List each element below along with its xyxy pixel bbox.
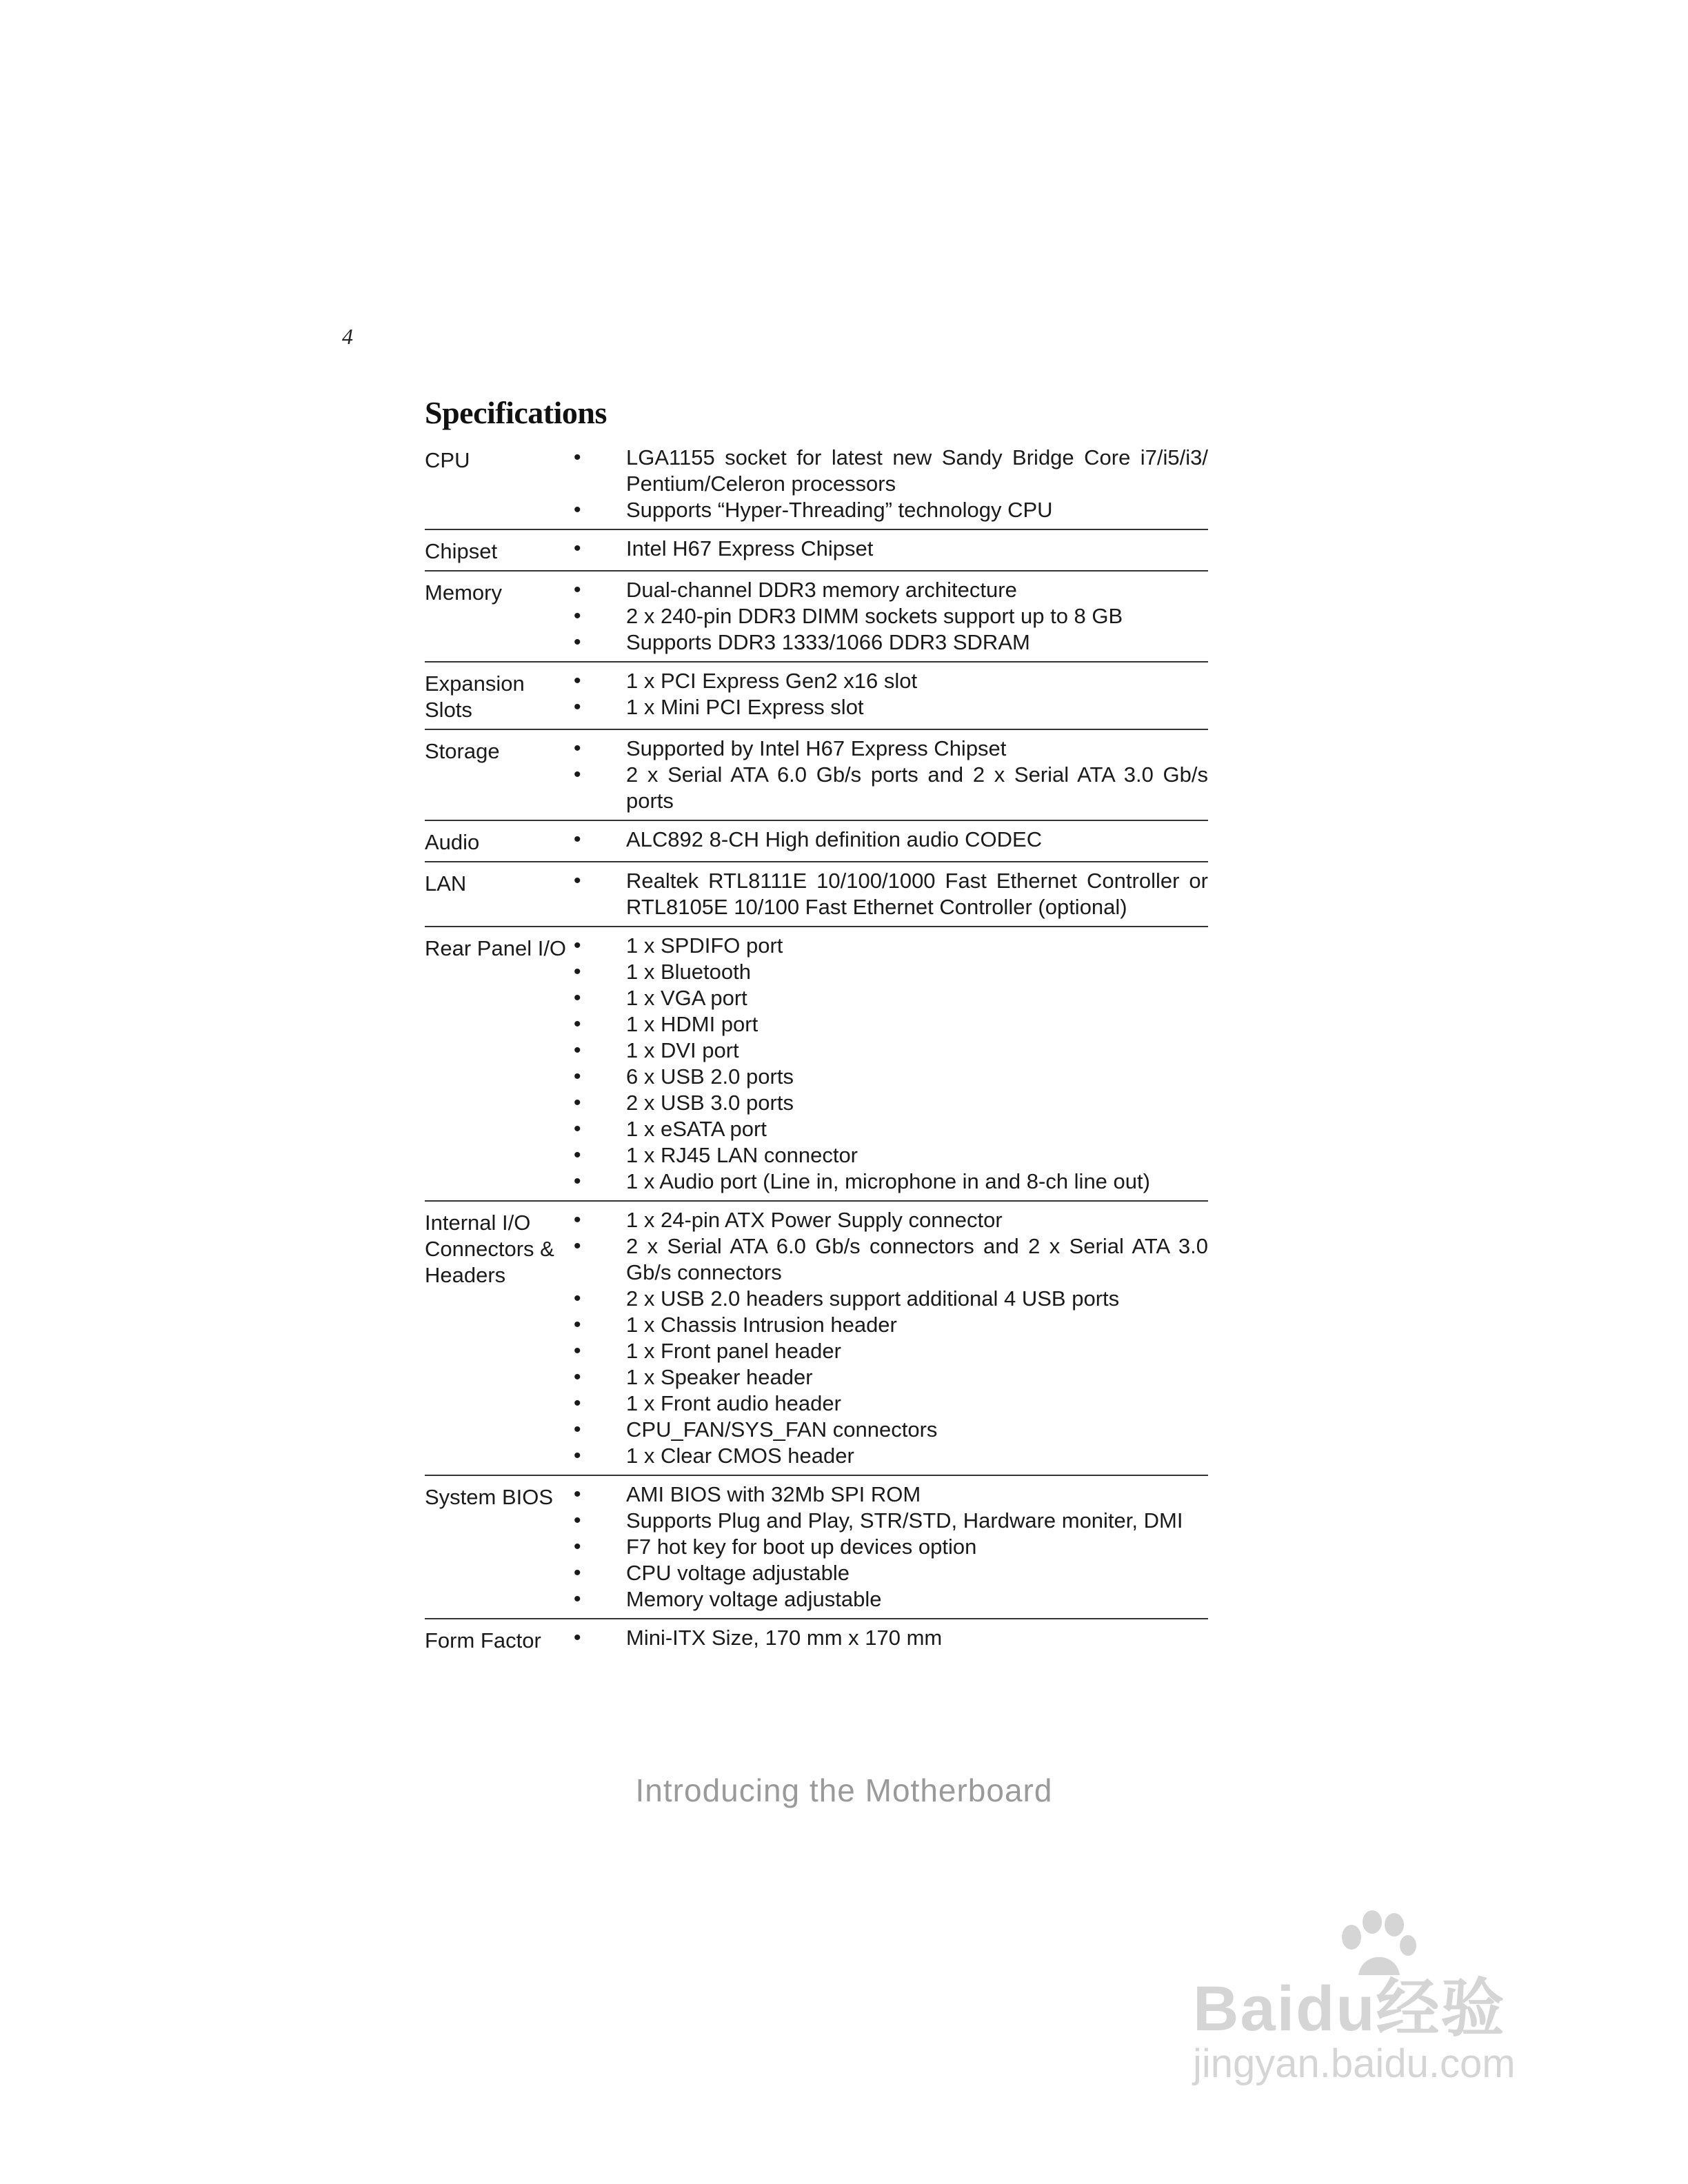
specifications-section [425, 394, 1208, 1659]
spec-item-text: 1 x eSATA port [626, 1117, 767, 1141]
spec-item-text: 2 x USB 2.0 headers support additional 4 USB ports [626, 1286, 1120, 1311]
spec-item [574, 497, 1208, 523]
bullet-icon: • [574, 669, 581, 692]
spec-item [574, 694, 1208, 720]
spec-label: Memory [425, 580, 502, 605]
spec-item [574, 1169, 1208, 1195]
spec-item-text: 1 x Mini PCI Express slot [626, 695, 864, 719]
spec-item [574, 736, 1208, 762]
bullet-icon: • [574, 605, 581, 627]
spec-item-text: 1 x Bluetooth [626, 960, 751, 984]
spec-label: Audio [425, 830, 480, 854]
bullet-icon: • [574, 1392, 581, 1415]
spec-items [574, 577, 1208, 656]
spec-item-text: ALC892 8-CH High definition audio CODEC [626, 827, 1043, 851]
page-number: 4 [342, 324, 353, 349]
spec-item [574, 603, 1208, 629]
bullet-icon: • [574, 737, 581, 760]
spec-row [425, 730, 1208, 821]
spec-item-text: 1 x 24-pin ATX Power Supply connector [626, 1208, 1003, 1232]
bullet-icon: • [574, 1065, 581, 1088]
spec-item-text: 6 x USB 2.0 ports [626, 1064, 794, 1089]
spec-item [574, 762, 1208, 814]
spec-label: Storage [425, 739, 500, 763]
spec-row [425, 663, 1208, 730]
spec-items [574, 736, 1208, 814]
spec-item [574, 868, 1208, 920]
spec-item-text: Intel H67 Express Chipset [626, 536, 874, 560]
spec-item-text: 1 x Front audio header [626, 1391, 841, 1415]
spec-item-text: Memory voltage adjustable [626, 1587, 882, 1611]
spec-item [574, 1391, 1208, 1417]
spec-item-text: 1 x RJ45 LAN connector [626, 1143, 858, 1167]
bullet-icon: • [574, 1509, 581, 1532]
spec-label: Chipset [425, 539, 498, 563]
spec-item [574, 577, 1208, 603]
bullet-icon: • [574, 1039, 581, 1062]
spec-item [574, 1011, 1208, 1038]
spec-item-text: 1 x Chassis Intrusion header [626, 1313, 897, 1337]
section-footer: Introducing the Motherboard [635, 1772, 1053, 1808]
baidu-watermark [1186, 1910, 1586, 2110]
spec-item [574, 1233, 1208, 1286]
spec-item-text: 2 x USB 3.0 ports [626, 1091, 794, 1115]
spec-item-text: 1 x Front panel header [626, 1339, 841, 1363]
spec-item-text: Supports DDR3 1333/1066 DDR3 SDRAM [626, 630, 1030, 654]
bullet-icon: • [574, 578, 581, 601]
spec-item [574, 536, 1208, 562]
spec-item-text: AMI BIOS with 32Mb SPI ROM [626, 1482, 921, 1506]
spec-item [574, 1338, 1208, 1364]
bullet-icon: • [574, 960, 581, 983]
spec-items [574, 445, 1208, 523]
spec-item [574, 1286, 1208, 1312]
bullet-icon: • [574, 446, 581, 469]
spec-item [574, 668, 1208, 694]
watermark-brand: Baidu经验 [1193, 1974, 1506, 2044]
spec-row [425, 862, 1208, 927]
spec-row [425, 1476, 1208, 1619]
spec-item-text: 1 x DVI port [626, 1038, 739, 1062]
spec-item [574, 1586, 1208, 1612]
spec-item [574, 1312, 1208, 1338]
bullet-icon: • [574, 1287, 581, 1310]
spec-item-text: Supports Plug and Play, STR/STD, Hardware moniter, DMI [626, 1508, 1183, 1533]
bullet-icon: • [574, 763, 581, 786]
spec-item [574, 1116, 1208, 1142]
spec-item [574, 445, 1208, 497]
spec-row [425, 1202, 1208, 1476]
spec-item [574, 1508, 1208, 1534]
bullet-icon: • [574, 934, 581, 957]
bullet-icon: • [574, 1418, 581, 1441]
spec-row [425, 1619, 1208, 1659]
spec-item [574, 1064, 1208, 1090]
spec-item-text: Realtek RTL8111E 10/100/1000 Fast Ethernet Controller or RTL8105E 10/100 Fast Ethernet Controller (optional) [626, 869, 1208, 919]
spec-label: CPU [425, 448, 470, 472]
spec-item-text: 1 x Clear CMOS header [626, 1444, 854, 1468]
spec-item [574, 1443, 1208, 1469]
spec-item-text: 1 x VGA port [626, 986, 747, 1010]
spec-item [574, 1364, 1208, 1391]
bullet-icon: • [574, 631, 581, 654]
spec-label: System BIOS [425, 1485, 554, 1509]
spec-items [574, 668, 1208, 723]
spec-item-text: 2 x Serial ATA 6.0 Gb/s ports and 2 x Serial ATA 3.0 Gb/s ports [626, 762, 1208, 813]
bullet-icon: • [574, 1313, 581, 1336]
spec-item [574, 959, 1208, 985]
spec-item [574, 933, 1208, 959]
bullet-icon: • [574, 1588, 581, 1610]
spec-item [574, 1090, 1208, 1116]
page-title: Specifications [425, 395, 607, 430]
bullet-icon: • [574, 1144, 581, 1166]
spec-label: Rear Panel I/O [425, 936, 567, 960]
bullet-icon: • [574, 1091, 581, 1114]
bullet-icon: • [574, 1170, 581, 1193]
spec-items [574, 933, 1208, 1195]
bullet-icon: • [574, 1483, 581, 1506]
spec-items [574, 1625, 1208, 1654]
bullet-icon: • [574, 498, 581, 521]
spec-item [574, 629, 1208, 656]
spec-item [574, 1142, 1208, 1169]
spec-label: Form Factor [425, 1628, 541, 1652]
bullet-icon: • [574, 869, 581, 892]
spec-label: LAN [425, 871, 467, 896]
spec-item [574, 985, 1208, 1011]
spec-item-text: Mini-ITX Size, 170 mm x 170 mm [626, 1626, 943, 1650]
spec-row [425, 821, 1208, 862]
spec-row [425, 927, 1208, 1202]
spec-row [425, 572, 1208, 663]
bullet-icon: • [574, 537, 581, 560]
spec-items [574, 536, 1208, 565]
spec-item [574, 1625, 1208, 1651]
bullet-icon: • [574, 1118, 581, 1140]
spec-item-text: 1 x Speaker header [626, 1365, 813, 1389]
spec-item-text: 1 x SPDIFO port [626, 933, 783, 958]
spec-label: Expansion Slots [425, 671, 525, 722]
spec-table [425, 439, 1208, 1659]
spec-items [574, 868, 1208, 920]
spec-item-text: 1 x Audio port (Line in, microphone in and 8-ch line out) [626, 1169, 1150, 1193]
bullet-icon: • [574, 1339, 581, 1362]
spec-item [574, 1560, 1208, 1586]
spec-item-text: Dual-channel DDR3 memory architecture [626, 578, 1017, 602]
spec-label: Internal I/O Connectors & Headers [425, 1211, 554, 1287]
spec-item-text: CPU voltage adjustable [626, 1561, 850, 1585]
bullet-icon: • [574, 696, 581, 718]
spec-items [574, 1207, 1208, 1469]
spec-item-text: CPU_FAN/SYS_FAN connectors [626, 1417, 938, 1442]
spec-item [574, 1417, 1208, 1443]
spec-row [425, 530, 1208, 572]
spec-item [574, 1534, 1208, 1560]
spec-item [574, 1038, 1208, 1064]
spec-item-text: 1 x HDMI port [626, 1012, 758, 1036]
bullet-icon: • [574, 1535, 581, 1558]
bullet-icon: • [574, 1626, 581, 1649]
bullet-icon: • [574, 1444, 581, 1467]
spec-item-text: 2 x 240-pin DDR3 DIMM sockets support up to 8 GB [626, 604, 1123, 628]
bullet-icon: • [574, 1235, 581, 1257]
spec-item-text: Supports “Hyper-Threading” technology CPU [626, 498, 1053, 522]
spec-items [574, 827, 1208, 856]
bullet-icon: • [574, 1013, 581, 1035]
spec-item-text: 2 x Serial ATA 6.0 Gb/s connectors and 2 x Serial ATA 3.0 Gb/s connectors [626, 1234, 1208, 1284]
spec-item-text: F7 hot key for boot up devices option [626, 1535, 977, 1559]
bullet-icon: • [574, 1209, 581, 1231]
spec-row [425, 439, 1208, 530]
spec-item-text: Supported by Intel H67 Express Chipset [626, 736, 1007, 760]
spec-item [574, 1207, 1208, 1233]
bullet-icon: • [574, 987, 581, 1009]
spec-items [574, 1482, 1208, 1612]
bullet-icon: • [574, 1366, 581, 1388]
spec-item [574, 1482, 1208, 1508]
bullet-icon: • [574, 1561, 581, 1584]
spec-item-text: LGA1155 socket for latest new Sandy Bridge Core i7/i5/i3/ Pentium/Celeron processors [626, 445, 1208, 496]
spec-item [574, 827, 1208, 853]
bullet-icon: • [574, 828, 581, 851]
spec-item-text: 1 x PCI Express Gen2 x16 slot [626, 669, 918, 693]
watermark-url: jingyan.baidu.com [1193, 2041, 1516, 2086]
